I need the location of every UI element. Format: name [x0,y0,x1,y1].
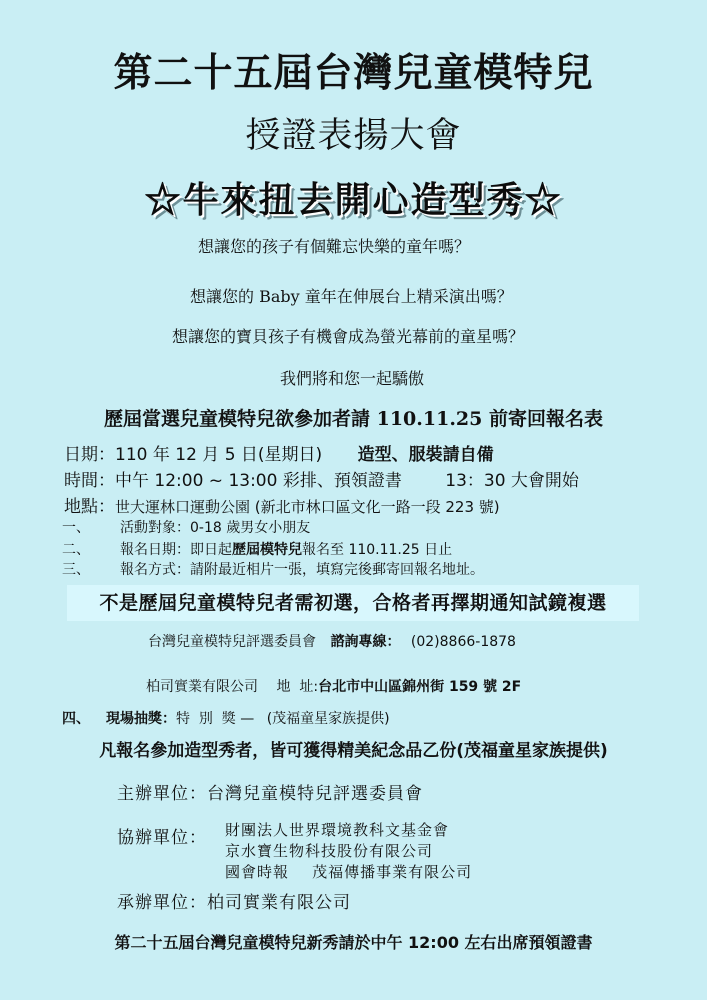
list-item [62,517,310,537]
question-3: 想讓您的寶貝孩子有機會成為螢光幕前的童星嗎？ [172,327,525,346]
lottery-num: 四、 [62,711,90,727]
host-name: 台灣兒童模特兒評選委員會 [207,784,423,804]
host-label: 主辦單位： [117,784,207,804]
proud-line: 我們將和您一起驕傲 [280,369,425,388]
co-organizer-label: 協辦單位： [117,828,207,848]
date-note: 造型、服裝請自備 [357,445,494,465]
list-text-bold: 歷屆模特兒 [232,542,302,558]
list-text: 活動對象：0-18 歲男女小朋友 [120,520,311,536]
co-organizer: 財團法人世界環境教科文基金會 [225,821,450,839]
committee-name: 台灣兒童模特兒評選委員會 [148,634,316,650]
lottery-prize: 特 別 獎 — [176,711,255,727]
event-time [64,466,579,491]
lottery-sponsor: (茂福童星家族提供) [266,711,390,727]
event-date [64,440,494,465]
company-line [146,676,521,696]
list-text: 報名方式：請附最近相片一張，填寫完後郵寄回報名地址。 [120,562,484,578]
lottery-label: 現場抽獎： [106,711,176,727]
company-address: 台北市中山區錦州街 159 號 2F [318,679,522,695]
show-title: ☆牛來扭去開心造型秀☆ [144,179,563,221]
list-item [62,539,452,559]
list-num: 二、 [62,542,90,558]
place-label: 地點： [64,497,115,517]
hotline-label: 諮詢專線： [330,634,401,650]
question-1: 想讓您的孩子有個難忘快樂的童年嗎？ [198,237,471,256]
exec-organizer [117,888,351,913]
date-value: 110 年 12 月 5 日(星期日) [115,445,323,465]
list-num: 一、 [62,520,90,536]
time-note: 13：30 大會開始 [445,471,579,491]
contact-line [148,631,516,651]
company-name: 柏司實業有限公司 [146,679,258,695]
time-value: 中午 12:00 ~ 13:00 彩排、預領證書 [115,471,402,491]
hotline-number: (02)8866-1878 [410,634,516,650]
deadline-notice: 歷屆當選兒童模特兒欲參加者請 110.11.25 前寄回報名表 [103,408,603,430]
time-label: 時間： [64,471,115,491]
co-organizer: 京水寶生物科技股份有限公司 [225,842,434,860]
event-place [64,492,500,517]
host-organizer [117,779,423,804]
page-subtitle: 授證表揚大會 [245,116,462,156]
co-organizer: 國會時報 茂福傳播事業有限公司 [225,863,473,881]
place-value: 世大運林口運動公園 (新北市林口區文化一路一段 223 號) [115,498,500,516]
list-text-end: 報名至 110.11.25 日止 [302,542,453,558]
exec-label: 承辦單位： [117,893,207,913]
address-label: 地 址: [276,679,319,695]
list-num: 三、 [62,562,90,578]
page-title: 第二十五屆台灣兒童模特兒 [113,51,594,96]
selection-banner: 不是歷屆兒童模特兒者需初選，合格者再擇期通知試鏡複選 [67,585,639,621]
footer-notice: 第二十五屆台灣兒童模特兒新秀請於中午 12:00 左右出席預領證書 [114,933,593,952]
list-item [62,559,484,579]
list-text: 報名日期：即日起 [120,542,232,558]
exec-name: 柏司實業有限公司 [207,893,351,913]
gift-notice: 凡報名參加造型秀者，皆可獲得精美紀念品乙份(茂福童星家族提供) [99,741,608,761]
question-2: 想讓您的 Baby 童年在伸展台上精采演出嗎？ [190,287,513,306]
date-label: 日期： [64,445,115,465]
lottery-line [62,708,390,728]
